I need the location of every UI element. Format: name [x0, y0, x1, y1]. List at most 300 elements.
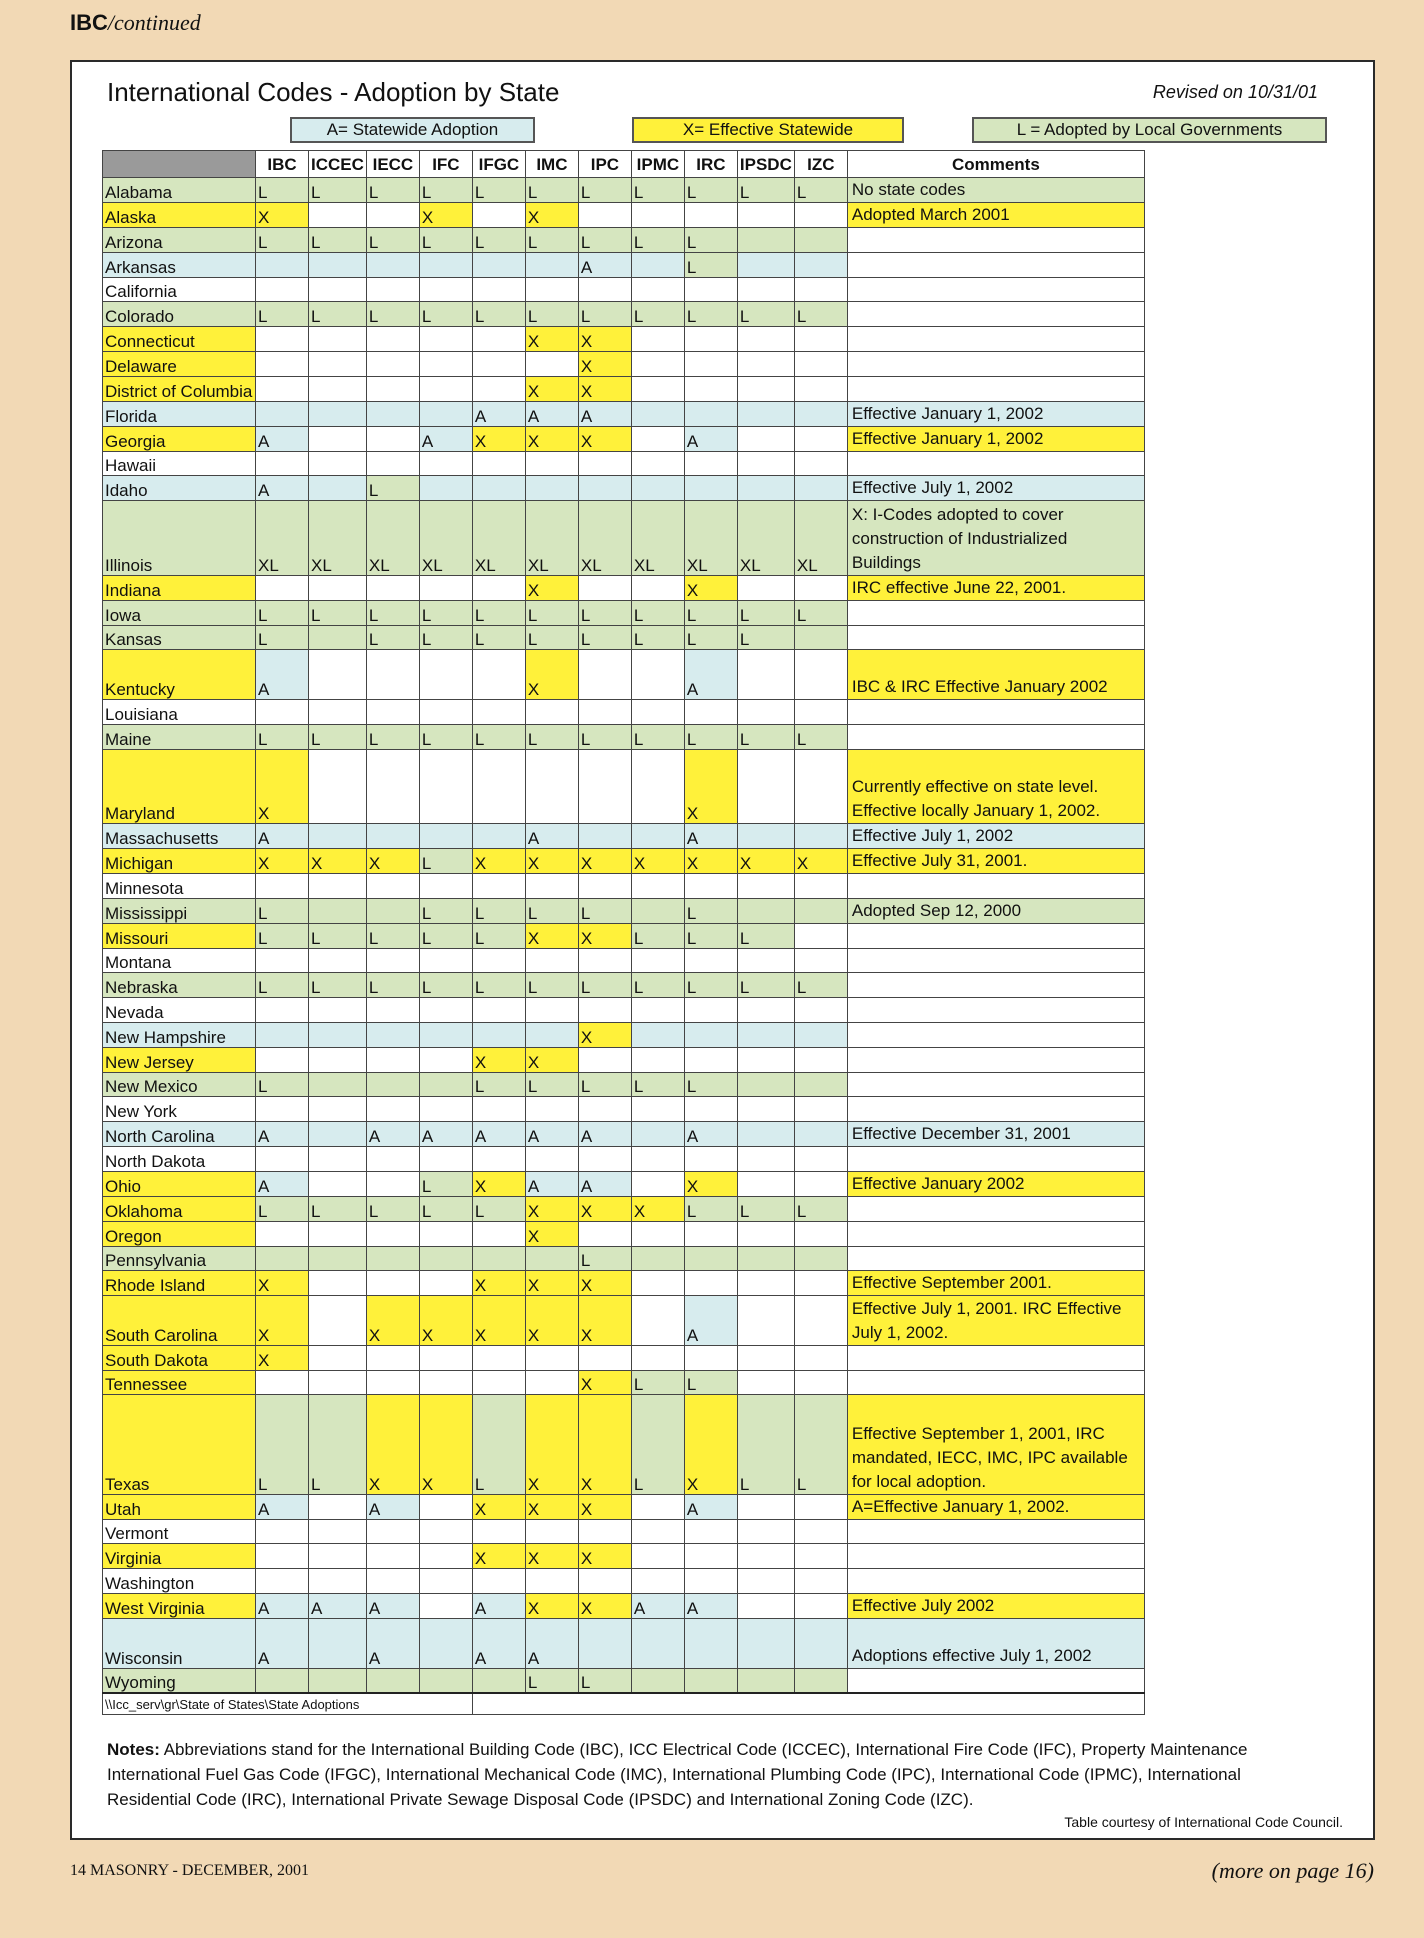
code-cell-ipc: X [578, 1271, 631, 1296]
code-cell-ifgc: L [472, 178, 525, 203]
table-row [103, 426, 1145, 451]
code-cell-ifc [419, 401, 472, 426]
code-cell-iecc [366, 998, 419, 1023]
code-cell-iecc [366, 749, 419, 823]
code-cell-ipsdc [737, 749, 794, 823]
table-row [103, 1221, 1145, 1246]
code-cell-imc: X [525, 1221, 578, 1246]
code-cell-ifgc: A [472, 1619, 525, 1669]
code-cell-ifc [419, 1619, 472, 1669]
code-cell-izc [794, 873, 847, 898]
code-cell-ipc: A [578, 252, 631, 277]
state-name: Illinois [103, 501, 256, 575]
code-cell-ifgc: X [472, 1047, 525, 1072]
code-cell-ifc [419, 277, 472, 302]
code-cell-iecc: X [366, 1296, 419, 1346]
code-cell-ipc [578, 1619, 631, 1669]
code-cell-ibc: L [256, 600, 309, 625]
code-cell-irc: A [684, 1122, 737, 1147]
running-head [70, 10, 201, 36]
code-cell-izc [794, 1171, 847, 1196]
code-cell-ipmc [631, 327, 684, 352]
code-cell-ibc [256, 376, 309, 401]
state-name: California [103, 277, 256, 302]
code-cell-irc [684, 401, 737, 426]
code-cell-iecc: XL [366, 501, 419, 575]
code-cell-ipc: A [578, 1122, 631, 1147]
code-cell-ibc: X [256, 1271, 309, 1296]
code-cell-ifgc: X [472, 848, 525, 873]
code-cell-ipmc [631, 873, 684, 898]
code-cell-ibc: L [256, 923, 309, 948]
code-cell-irc: X [684, 749, 737, 823]
comment-cell: Effective September 1, 2001, IRC mandated, IECC, IMC, IPC available for local adoption. [847, 1395, 1144, 1494]
code-cell-iccec [309, 1519, 367, 1544]
table-row [103, 277, 1145, 302]
comment-cell [847, 1047, 1144, 1072]
comment-cell [847, 1544, 1144, 1569]
table-row [103, 898, 1145, 923]
code-cell-ibc [256, 401, 309, 426]
code-cell-ipc [578, 1569, 631, 1594]
code-cell-ipmc [631, 1271, 684, 1296]
code-cell-imc: X [525, 650, 578, 700]
code-cell-iecc [366, 451, 419, 476]
table-row [103, 228, 1145, 253]
code-cell-iecc [366, 1221, 419, 1246]
code-cell-ibc [256, 327, 309, 352]
code-cell-ifc [419, 699, 472, 724]
code-cell-ibc [256, 1544, 309, 1569]
code-cell-imc [525, 1097, 578, 1122]
code-cell-irc: L [684, 724, 737, 749]
comment-cell: A=Effective January 1, 2002. [847, 1494, 1144, 1519]
code-cell-izc [794, 1047, 847, 1072]
code-cell-iccec [309, 823, 367, 848]
code-cell-ipc [578, 650, 631, 700]
code-cell-iecc: L [366, 302, 419, 327]
column-header-imc: IMC [525, 151, 578, 178]
code-cell-imc: L [525, 973, 578, 998]
code-cell-imc [525, 277, 578, 302]
code-cell-iecc [366, 948, 419, 973]
code-cell-iecc [366, 1345, 419, 1370]
comment-cell [847, 724, 1144, 749]
adoption-table [102, 150, 1145, 1715]
comment-cell: Effective July 31, 2001. [847, 848, 1144, 873]
code-cell-ipmc [631, 1221, 684, 1246]
code-cell-imc [525, 998, 578, 1023]
code-cell-irc: L [684, 228, 737, 253]
comment-cell: Effective September 2001. [847, 1271, 1144, 1296]
code-cell-izc [794, 898, 847, 923]
code-cell-imc: L [525, 724, 578, 749]
code-cell-iecc [366, 1544, 419, 1569]
code-cell-ifc: L [419, 1196, 472, 1221]
table-row [103, 600, 1145, 625]
code-cell-ifgc: X [472, 1171, 525, 1196]
table-row [103, 873, 1145, 898]
code-cell-irc: X [684, 1395, 737, 1494]
code-cell-iccec: X [309, 848, 367, 873]
code-cell-irc: L [684, 252, 737, 277]
state-name: Alabama [103, 178, 256, 203]
code-cell-izc [794, 1147, 847, 1172]
code-cell-iccec [309, 451, 367, 476]
code-cell-iecc [366, 327, 419, 352]
code-cell-ipsdc [737, 699, 794, 724]
code-cell-irc [684, 1147, 737, 1172]
code-cell-iccec [309, 277, 367, 302]
code-cell-ifc [419, 1345, 472, 1370]
code-cell-irc: L [684, 923, 737, 948]
code-cell-irc [684, 1345, 737, 1370]
code-cell-ipsdc [737, 1171, 794, 1196]
code-cell-irc [684, 1022, 737, 1047]
code-cell-ifgc [472, 1147, 525, 1172]
code-cell-iecc [366, 873, 419, 898]
code-cell-izc [794, 401, 847, 426]
code-cell-ibc [256, 1147, 309, 1172]
code-cell-ifgc: X [472, 426, 525, 451]
code-cell-ipc [578, 1221, 631, 1246]
code-cell-imc: XL [525, 501, 578, 575]
code-cell-iecc [366, 1171, 419, 1196]
code-cell-izc [794, 998, 847, 1023]
code-cell-ipsdc: L [737, 625, 794, 650]
code-cell-ifgc: L [472, 1196, 525, 1221]
code-cell-izc [794, 1246, 847, 1271]
comment-cell [847, 451, 1144, 476]
code-cell-ipsdc [737, 575, 794, 600]
code-cell-iecc [366, 650, 419, 700]
code-cell-ipsdc [737, 1619, 794, 1669]
table-row [103, 1544, 1145, 1569]
code-cell-iecc [366, 1271, 419, 1296]
state-name: Idaho [103, 476, 256, 501]
code-cell-ibc [256, 1047, 309, 1072]
table-row [103, 1097, 1145, 1122]
code-cell-ipmc [631, 1569, 684, 1594]
code-cell-ipsdc [737, 277, 794, 302]
code-cell-izc: L [794, 1395, 847, 1494]
code-cell-ipc [578, 1519, 631, 1544]
code-cell-irc [684, 1246, 737, 1271]
code-cell-iecc [366, 376, 419, 401]
code-cell-ifc: L [419, 625, 472, 650]
state-name: Nevada [103, 998, 256, 1023]
code-cell-imc [525, 1246, 578, 1271]
state-name: North Dakota [103, 1147, 256, 1172]
state-name: North Carolina [103, 1122, 256, 1147]
code-cell-ipc: L [578, 600, 631, 625]
code-cell-izc [794, 1345, 847, 1370]
table-row [103, 998, 1145, 1023]
code-cell-ipc [578, 998, 631, 1023]
comment-cell [847, 625, 1144, 650]
code-cell-irc [684, 376, 737, 401]
code-cell-iecc [366, 401, 419, 426]
code-cell-imc [525, 699, 578, 724]
code-cell-ifgc: XL [472, 501, 525, 575]
code-cell-izc [794, 1221, 847, 1246]
state-name: Wyoming [103, 1668, 256, 1693]
code-cell-iccec [309, 1246, 367, 1271]
code-cell-izc [794, 1097, 847, 1122]
file-path-row [103, 1693, 1145, 1715]
code-cell-iecc: L [366, 600, 419, 625]
table-row [103, 1370, 1145, 1395]
state-name: Hawaii [103, 451, 256, 476]
table-row [103, 724, 1145, 749]
state-name: Maine [103, 724, 256, 749]
table-row [103, 1246, 1145, 1271]
state-name: Louisiana [103, 699, 256, 724]
table-body [103, 178, 1145, 1693]
code-cell-ibc: A [256, 1171, 309, 1196]
file-path: \\Icc_serv\gr\State of States\State Adoptions [103, 1693, 473, 1715]
comment-cell: Effective July 1, 2001. IRC Effective July 1, 2002. [847, 1296, 1144, 1346]
code-cell-ipc [578, 1097, 631, 1122]
comment-cell [847, 327, 1144, 352]
code-cell-ifgc: A [472, 401, 525, 426]
code-cell-ipc: X [578, 376, 631, 401]
state-name: New Hampshire [103, 1022, 256, 1047]
comment-cell [847, 923, 1144, 948]
code-cell-ipc: X [578, 1594, 631, 1619]
code-cell-ipc: L [578, 178, 631, 203]
code-cell-ipc [578, 1047, 631, 1072]
code-cell-ifc: L [419, 848, 472, 873]
code-cell-ifgc [472, 575, 525, 600]
code-cell-ifc [419, 327, 472, 352]
code-cell-iccec [309, 650, 367, 700]
code-cell-ibc: X [256, 749, 309, 823]
code-cell-izc [794, 327, 847, 352]
code-cell-ipmc [631, 1097, 684, 1122]
code-cell-ipc: XL [578, 501, 631, 575]
state-name: New Jersey [103, 1047, 256, 1072]
code-cell-ipmc: L [631, 1072, 684, 1097]
table-row [103, 1122, 1145, 1147]
code-cell-izc: L [794, 178, 847, 203]
code-cell-ibc: A [256, 1494, 309, 1519]
code-cell-ipmc [631, 1544, 684, 1569]
code-cell-ibc: L [256, 724, 309, 749]
code-cell-ipc [578, 948, 631, 973]
table-row [103, 1519, 1145, 1544]
code-cell-ipmc [631, 1619, 684, 1669]
code-cell-iecc: A [366, 1494, 419, 1519]
code-cell-ipsdc [737, 998, 794, 1023]
column-header-ipsdc: IPSDC [737, 151, 794, 178]
code-cell-ifgc: L [472, 724, 525, 749]
comment-cell [847, 277, 1144, 302]
code-cell-izc [794, 823, 847, 848]
code-cell-imc: X [525, 426, 578, 451]
code-cell-ipmc: L [631, 724, 684, 749]
code-cell-ibc [256, 948, 309, 973]
code-cell-izc [794, 699, 847, 724]
code-cell-irc [684, 327, 737, 352]
code-cell-imc: X [525, 1494, 578, 1519]
code-cell-iecc: X [366, 848, 419, 873]
code-cell-ipsdc [737, 1221, 794, 1246]
code-cell-irc [684, 873, 737, 898]
code-cell-ibc [256, 1569, 309, 1594]
table-row [103, 973, 1145, 998]
table-row [103, 1047, 1145, 1072]
adoption-table-wrapper [102, 150, 1145, 1715]
code-cell-iecc [366, 898, 419, 923]
code-cell-izc [794, 228, 847, 253]
code-cell-imc [525, 476, 578, 501]
code-cell-ipc: L [578, 1072, 631, 1097]
code-cell-ifc: L [419, 724, 472, 749]
code-cell-irc [684, 948, 737, 973]
code-cell-ibc: A [256, 1122, 309, 1147]
code-cell-ipmc [631, 898, 684, 923]
code-cell-iccec [309, 1072, 367, 1097]
code-cell-irc [684, 1221, 737, 1246]
code-cell-ifc [419, 575, 472, 600]
code-cell-ipc [578, 1345, 631, 1370]
table-row [103, 476, 1145, 501]
comment-cell: Currently effective on state level. Effective locally January 1, 2002. [847, 749, 1144, 823]
code-cell-ifc: L [419, 898, 472, 923]
table-row [103, 1668, 1145, 1693]
code-cell-ibc: X [256, 848, 309, 873]
state-name: Utah [103, 1494, 256, 1519]
code-cell-ipc: X [578, 327, 631, 352]
code-cell-izc [794, 1494, 847, 1519]
code-cell-izc [794, 650, 847, 700]
code-cell-ipmc [631, 1296, 684, 1346]
table-row [103, 1196, 1145, 1221]
comment-cell [847, 699, 1144, 724]
code-cell-ipsdc [737, 327, 794, 352]
code-cell-ipsdc: XL [737, 501, 794, 575]
code-cell-ipsdc [737, 1370, 794, 1395]
comment-cell: Adopted Sep 12, 2000 [847, 898, 1144, 923]
state-name: Delaware [103, 351, 256, 376]
code-cell-iccec [309, 1345, 367, 1370]
code-cell-imc: A [525, 401, 578, 426]
code-cell-irc: A [684, 1296, 737, 1346]
table-row [103, 1619, 1145, 1669]
code-cell-iccec [309, 351, 367, 376]
comment-cell [847, 351, 1144, 376]
table-row [103, 401, 1145, 426]
code-cell-ipmc: L [631, 228, 684, 253]
table-row [103, 1345, 1145, 1370]
code-cell-iccec [309, 1122, 367, 1147]
code-cell-ifc [419, 749, 472, 823]
code-cell-ifgc: L [472, 1072, 525, 1097]
table-row [103, 625, 1145, 650]
code-cell-ipsdc [737, 476, 794, 501]
code-cell-ifgc [472, 252, 525, 277]
code-cell-iccec: L [309, 600, 367, 625]
code-cell-izc [794, 749, 847, 823]
code-cell-imc [525, 1569, 578, 1594]
code-cell-ibc: A [256, 476, 309, 501]
code-cell-imc [525, 1345, 578, 1370]
table-row [103, 252, 1145, 277]
code-cell-izc [794, 1072, 847, 1097]
code-cell-ifgc: A [472, 1122, 525, 1147]
code-cell-ifgc: X [472, 1494, 525, 1519]
code-cell-ibc: X [256, 1296, 309, 1346]
code-cell-ipsdc [737, 351, 794, 376]
adoption-panel [70, 60, 1375, 1840]
table-row [103, 1271, 1145, 1296]
code-cell-izc: L [794, 973, 847, 998]
code-cell-ibc: A [256, 823, 309, 848]
code-cell-izc [794, 1022, 847, 1047]
code-cell-imc: L [525, 178, 578, 203]
code-cell-ipmc [631, 252, 684, 277]
code-cell-ipc: L [578, 1246, 631, 1271]
code-cell-iccec [309, 1668, 367, 1693]
code-cell-iccec [309, 252, 367, 277]
code-cell-irc: L [684, 1370, 737, 1395]
code-cell-ibc [256, 1370, 309, 1395]
code-cell-ipmc [631, 451, 684, 476]
code-cell-ibc [256, 277, 309, 302]
code-cell-ifc: X [419, 1395, 472, 1494]
code-cell-ifc [419, 948, 472, 973]
code-cell-ipmc [631, 351, 684, 376]
code-cell-ipc: A [578, 401, 631, 426]
code-cell-imc: X [525, 1047, 578, 1072]
code-cell-iccec [309, 998, 367, 1023]
code-cell-ipsdc [737, 1072, 794, 1097]
code-cell-ipmc [631, 426, 684, 451]
state-name: Montana [103, 948, 256, 973]
code-cell-imc: X [525, 923, 578, 948]
table-row [103, 699, 1145, 724]
code-cell-ifgc: L [472, 898, 525, 923]
code-cell-ibc [256, 998, 309, 1023]
code-cell-ipc: L [578, 724, 631, 749]
code-cell-ibc: L [256, 228, 309, 253]
code-cell-ipmc: L [631, 1370, 684, 1395]
legend-local-adoption: L = Adopted by Local Governments [972, 117, 1327, 143]
comment-cell [847, 228, 1144, 253]
code-cell-ifgc [472, 1370, 525, 1395]
state-name: Oklahoma [103, 1196, 256, 1221]
code-cell-ipmc [631, 203, 684, 228]
code-cell-iccec [309, 1022, 367, 1047]
code-cell-irc: L [684, 973, 737, 998]
code-cell-irc: A [684, 650, 737, 700]
code-cell-ifc [419, 1246, 472, 1271]
code-cell-ifc [419, 1271, 472, 1296]
code-cell-izc [794, 625, 847, 650]
code-cell-iecc: X [366, 1395, 419, 1494]
code-cell-ipmc [631, 749, 684, 823]
table-row [103, 848, 1145, 873]
code-cell-ifc [419, 1494, 472, 1519]
code-cell-irc: XL [684, 501, 737, 575]
code-cell-imc: L [525, 1072, 578, 1097]
state-name: New York [103, 1097, 256, 1122]
comment-cell [847, 1246, 1144, 1271]
code-cell-ipsdc [737, 898, 794, 923]
state-name: Maryland [103, 749, 256, 823]
code-cell-ibc: L [256, 178, 309, 203]
